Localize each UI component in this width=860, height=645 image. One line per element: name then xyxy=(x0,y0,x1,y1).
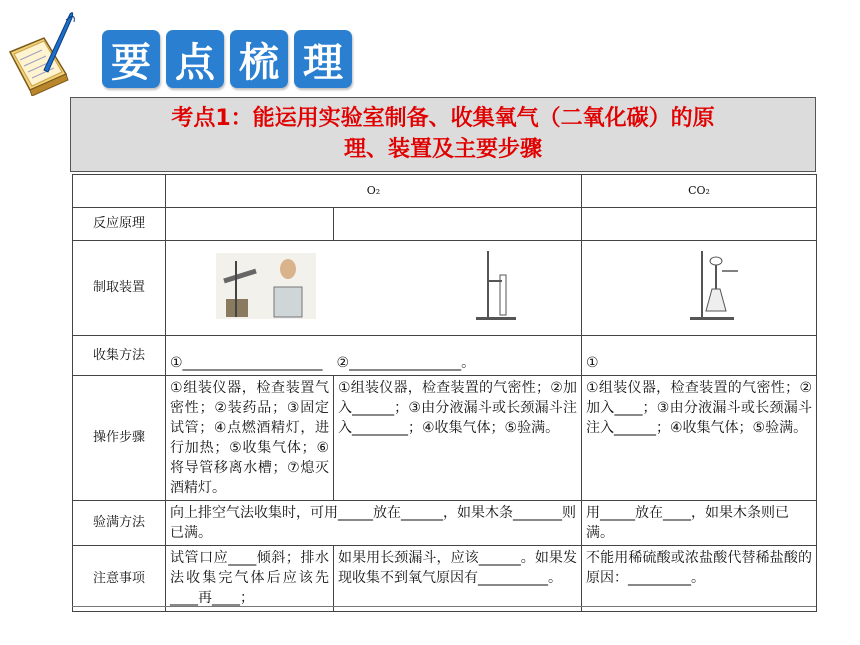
table-row-apparatus xyxy=(73,241,817,336)
cell-reaction-o2-heat xyxy=(166,208,334,241)
summary-table xyxy=(72,174,817,612)
table-bottom-rule xyxy=(72,606,816,607)
slide-title-char: 要 xyxy=(102,30,160,88)
cell-reaction-o2-funnel xyxy=(334,208,582,241)
topic-heading-line1: 考点1：能运用实验室制备、收集氧气（二氧化碳）的原 xyxy=(171,106,715,131)
cell-apparatus-o2 xyxy=(166,241,582,336)
cell-notes-o2-funnel: 如果用长颈漏斗，应该______。如果发现收集不到氧气原因有__________。 xyxy=(334,546,582,612)
table-corner-cell xyxy=(73,175,166,208)
table-row-steps xyxy=(73,376,817,501)
table-row-reaction xyxy=(73,208,817,241)
cell-collect-co2: ① xyxy=(582,336,817,376)
cell-notes-co2: 不能用稀硫酸或浓盐酸代替稀盐酸的原因：_________。 xyxy=(582,546,817,612)
table-row-collect xyxy=(73,336,817,376)
row-label-reaction: 反应原理 xyxy=(73,208,166,241)
header-co2: CO₂ xyxy=(582,175,817,208)
row-label-collect: 收集方法 xyxy=(73,336,166,376)
cell-apparatus-co2 xyxy=(582,241,817,336)
topic-heading xyxy=(70,97,816,172)
cell-full-co2: 用_____放在____，如果木条则已满。 xyxy=(582,501,817,546)
water-trough-icon xyxy=(274,287,302,317)
book-quill-icon xyxy=(4,8,76,96)
cell-steps-o2-heat: ①组装仪器，检查装置气密性；②装药品；③固定试管；④点燃酒精灯，进行加热；⑤收集气体；⑥将导管移离水槽；⑦熄灭酒精灯。 xyxy=(166,376,334,501)
slide-title-char: 理 xyxy=(294,30,352,88)
cell-steps-co2: ①组装仪器，检查装置的气密性；②加入____；③由分液漏斗或长颈漏斗注入______；④收集气体；⑤验满。 xyxy=(582,376,817,501)
slide-title-char: 点 xyxy=(166,30,224,88)
slide-title xyxy=(102,30,352,90)
cell-notes-o2-heat: 试管口应____倾斜；排水法收集完气体后应该先____再____； xyxy=(166,546,334,612)
header-o2: O₂ xyxy=(166,175,582,208)
topic-heading-line2: 理、装置及主要步骤 xyxy=(343,137,542,162)
slide-title-char: 梳 xyxy=(230,30,288,88)
row-label-steps: 操作步骤 xyxy=(73,376,166,501)
co2-apparatus-illustration xyxy=(582,241,816,329)
cell-collect-o2: ①____________________ ②________________。 xyxy=(166,336,582,376)
table-header-row xyxy=(73,175,817,208)
table-row-full xyxy=(73,501,817,546)
row-label-notes: 注意事项 xyxy=(73,546,166,612)
o2-apparatus-illustration xyxy=(166,241,580,329)
cell-steps-o2-funnel: ①组装仪器，检查装置的气密性；②加入______；③由分液漏斗或长颈漏斗注入________；④收集气体；⑤验满。 xyxy=(334,376,582,501)
row-label-full: 验满方法 xyxy=(73,501,166,546)
cell-full-o2: 向上排空气法收集时，可用_____放在______，如果木条_______则已满。 xyxy=(166,501,582,546)
flask-icon xyxy=(706,289,726,311)
table-row-notes xyxy=(73,546,817,612)
cell-reaction-co2 xyxy=(582,208,817,241)
row-label-apparatus: 制取装置 xyxy=(73,241,166,336)
